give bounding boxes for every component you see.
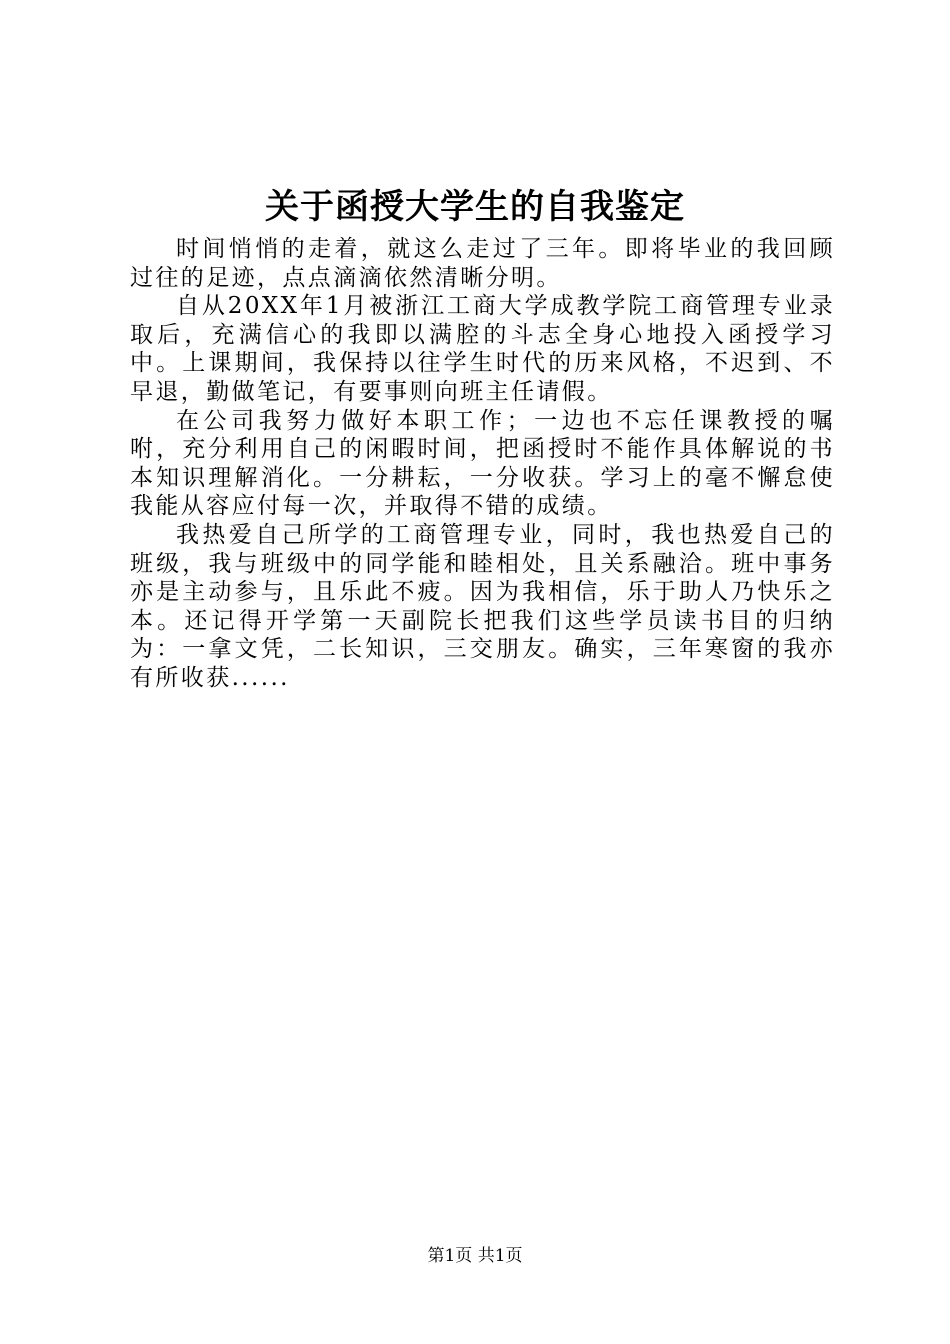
paragraph-2: 自从20XX年1月被浙江工商大学成教学院工商管理专业录取后，充满信心的我即以满腔的斗志全身心地投入函授学习中。上课期间，我保持以往学生时代的历来风格，不迟到、不早退，勤做笔记，有要事则向班主任请假。 (130, 293, 835, 405)
paragraph-1: 时间悄悄的走着，就这么走过了三年。即将毕业的我回顾过往的足迹，点点滴滴依然清晰分明。 (130, 236, 835, 291)
paragraph-4: 我热爱自己所学的工商管理专业，同时，我也热爱自己的班级，我与班级中的同学能和睦相处，且关系融洽。班中事务亦是主动参与，且乐此不疲。因为我相信，乐于助人乃快乐之本。还记得开学第一天副院长把我们这些学员读书目的归纳为：一拿文凭，二长知识，三交朋友。确实，三年寒窗的我亦有所收获...... (130, 521, 835, 691)
document-title: 关于函授大学生的自我鉴定 (265, 187, 685, 227)
paragraph-3: 在公司我努力做好本职工作；一边也不忘任课教授的嘱咐，充分利用自己的闲暇时间，把函授时不能作具体解说的书本知识理解消化。一分耕耘，一分收获。学习上的毫不懈怠使我能从容应付每一次，并取得不错的成绩。 (130, 407, 835, 520)
document-body (130, 235, 835, 693)
page-footer: 第1页 共1页 (427, 1246, 523, 1266)
